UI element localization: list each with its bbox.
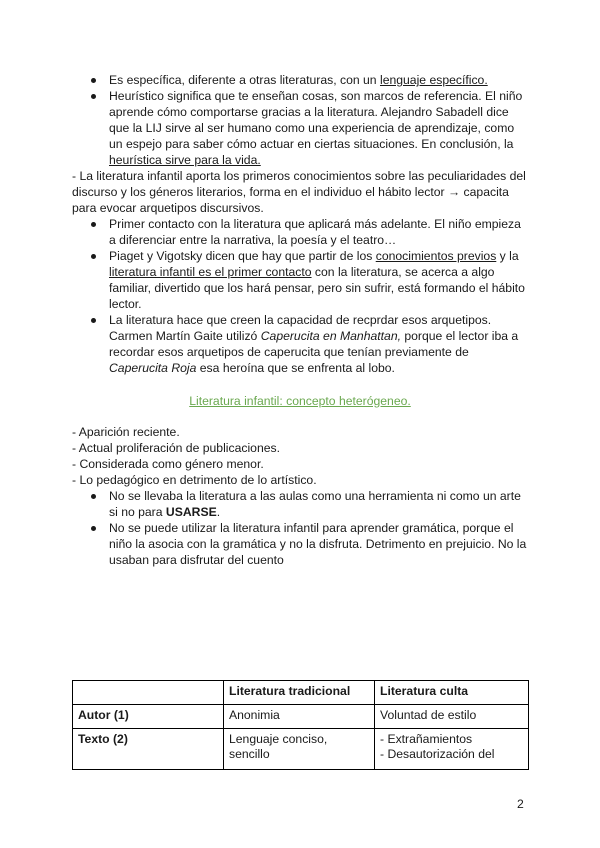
text-line: Primer contacto con la literatura que aplicará más adelante. El niño empieza xyxy=(109,217,521,231)
bullet-dot xyxy=(91,254,96,259)
text-line: usaban para disfrutar del cuento xyxy=(109,553,284,567)
book-title: Caperucita Roja xyxy=(109,361,197,375)
text-line: que la LIJ sirve al ser humano como una experiencia de aprendizaje, como xyxy=(109,121,515,135)
text-line: para evocar arquetipos discursivos. xyxy=(72,201,264,215)
bullet-dot xyxy=(91,526,96,531)
bullet-dot xyxy=(91,222,96,227)
text-line: No se puede utilizar la literatura infantil para aprender gramática, porque el xyxy=(109,521,514,535)
table-header-cell: Literatura culta xyxy=(375,681,529,705)
table-cell xyxy=(73,681,224,705)
table-header-row xyxy=(73,681,529,705)
table-cell: - Extrañamientos - Desautorización del xyxy=(375,729,529,770)
table-row xyxy=(73,729,529,770)
text-line: Piaget y Vigotsky dicen que hay que partir de los conocimientos previos y la xyxy=(109,249,519,263)
text-line: un espejo para saber cómo actuar en ciertas situaciones. En conclusión, la xyxy=(109,137,514,151)
table-row xyxy=(73,705,529,729)
table-cell: Lenguaje conciso, sencillo xyxy=(224,729,375,770)
table-row-label: Autor (1) xyxy=(73,705,224,729)
text-line: si no para USARSE. xyxy=(109,505,221,519)
list-item: - Lo pedagógico en detrimento de lo artístico. xyxy=(72,473,317,487)
text-line: recordar esos arquetipos de caperucita que tenían previamente de xyxy=(109,345,469,359)
table-header-cell: Literatura tradicional xyxy=(224,681,375,705)
text-line: Heurístico significa que te enseñan cosas, son marcos de referencia. El niño xyxy=(109,89,523,103)
text-line: La literatura hace que creen la capacidad de recprdar esos arquetipos. xyxy=(109,313,492,327)
text-line: - La literatura infantil aporta los primeros conocimientos sobre las peculiaridades del xyxy=(72,169,526,183)
link-conocimientos-previos[interactable]: conocimientos previos xyxy=(375,249,497,263)
list-item: - Actual proliferación de publicaciones. xyxy=(72,441,280,455)
link-primer-contacto[interactable]: literatura infantil es el primer contacto xyxy=(109,265,312,279)
bullet-item: Es específica, diferente a otras literaturas, con un lenguaje específico. xyxy=(109,73,488,87)
list-item: - Considerada como género menor. xyxy=(72,457,264,471)
bullet-dot xyxy=(91,94,96,99)
book-title: Caperucita en Manhattan, xyxy=(260,329,401,343)
section-heading: Literatura infantil: concepto heterógeneo. xyxy=(189,394,411,408)
list-item: - Aparición reciente. xyxy=(72,425,180,439)
text-line: familiar, divertido que los hará pensar, pero sin sufrir, está formando el hábito xyxy=(109,281,525,295)
link-heuristica[interactable]: heurística sirve para la vida. xyxy=(109,153,261,167)
text-line: lector. xyxy=(109,297,142,311)
text-line: a diferenciar entre la narrativa, la poesía y el teatro… xyxy=(109,233,397,247)
bullet-dot xyxy=(91,78,96,83)
page-number: 2 xyxy=(517,797,524,811)
text-line: aprende cómo comportarse gracias a la literatura. Alejandro Sabadell dice xyxy=(109,105,509,119)
table-cell: Voluntad de estilo xyxy=(375,705,529,729)
bullet-dot xyxy=(91,318,96,323)
text-line: Carmen Martín Gaite utilizó Caperucita en Manhattan, porque el lector iba a xyxy=(109,329,519,343)
text-line: No se llevaba la literatura a las aulas como una herramienta ni como un arte xyxy=(109,489,521,503)
text-line: niño la asocia con la gramática y no la disfruta. Detrimento en prejuicio. No la xyxy=(109,537,527,551)
emphasis-text: USARSE xyxy=(165,505,217,519)
table-cell: Anonimia xyxy=(224,705,375,729)
text-line: discurso y los géneros literarios, forma en el individuo el hábito lector → capacita xyxy=(72,185,509,199)
bullet-dot xyxy=(91,494,96,499)
comparison-table xyxy=(72,680,529,770)
table-row-label: Texto (2) xyxy=(73,729,224,770)
link-lenguaje-especifico[interactable]: lenguaje específico. xyxy=(379,73,488,87)
text-line: literatura infantil es el primer contacto con la literatura, se acerca a algo xyxy=(109,265,495,279)
text-line: Caperucita Roja esa heroína que se enfrenta al lobo. xyxy=(109,361,395,375)
